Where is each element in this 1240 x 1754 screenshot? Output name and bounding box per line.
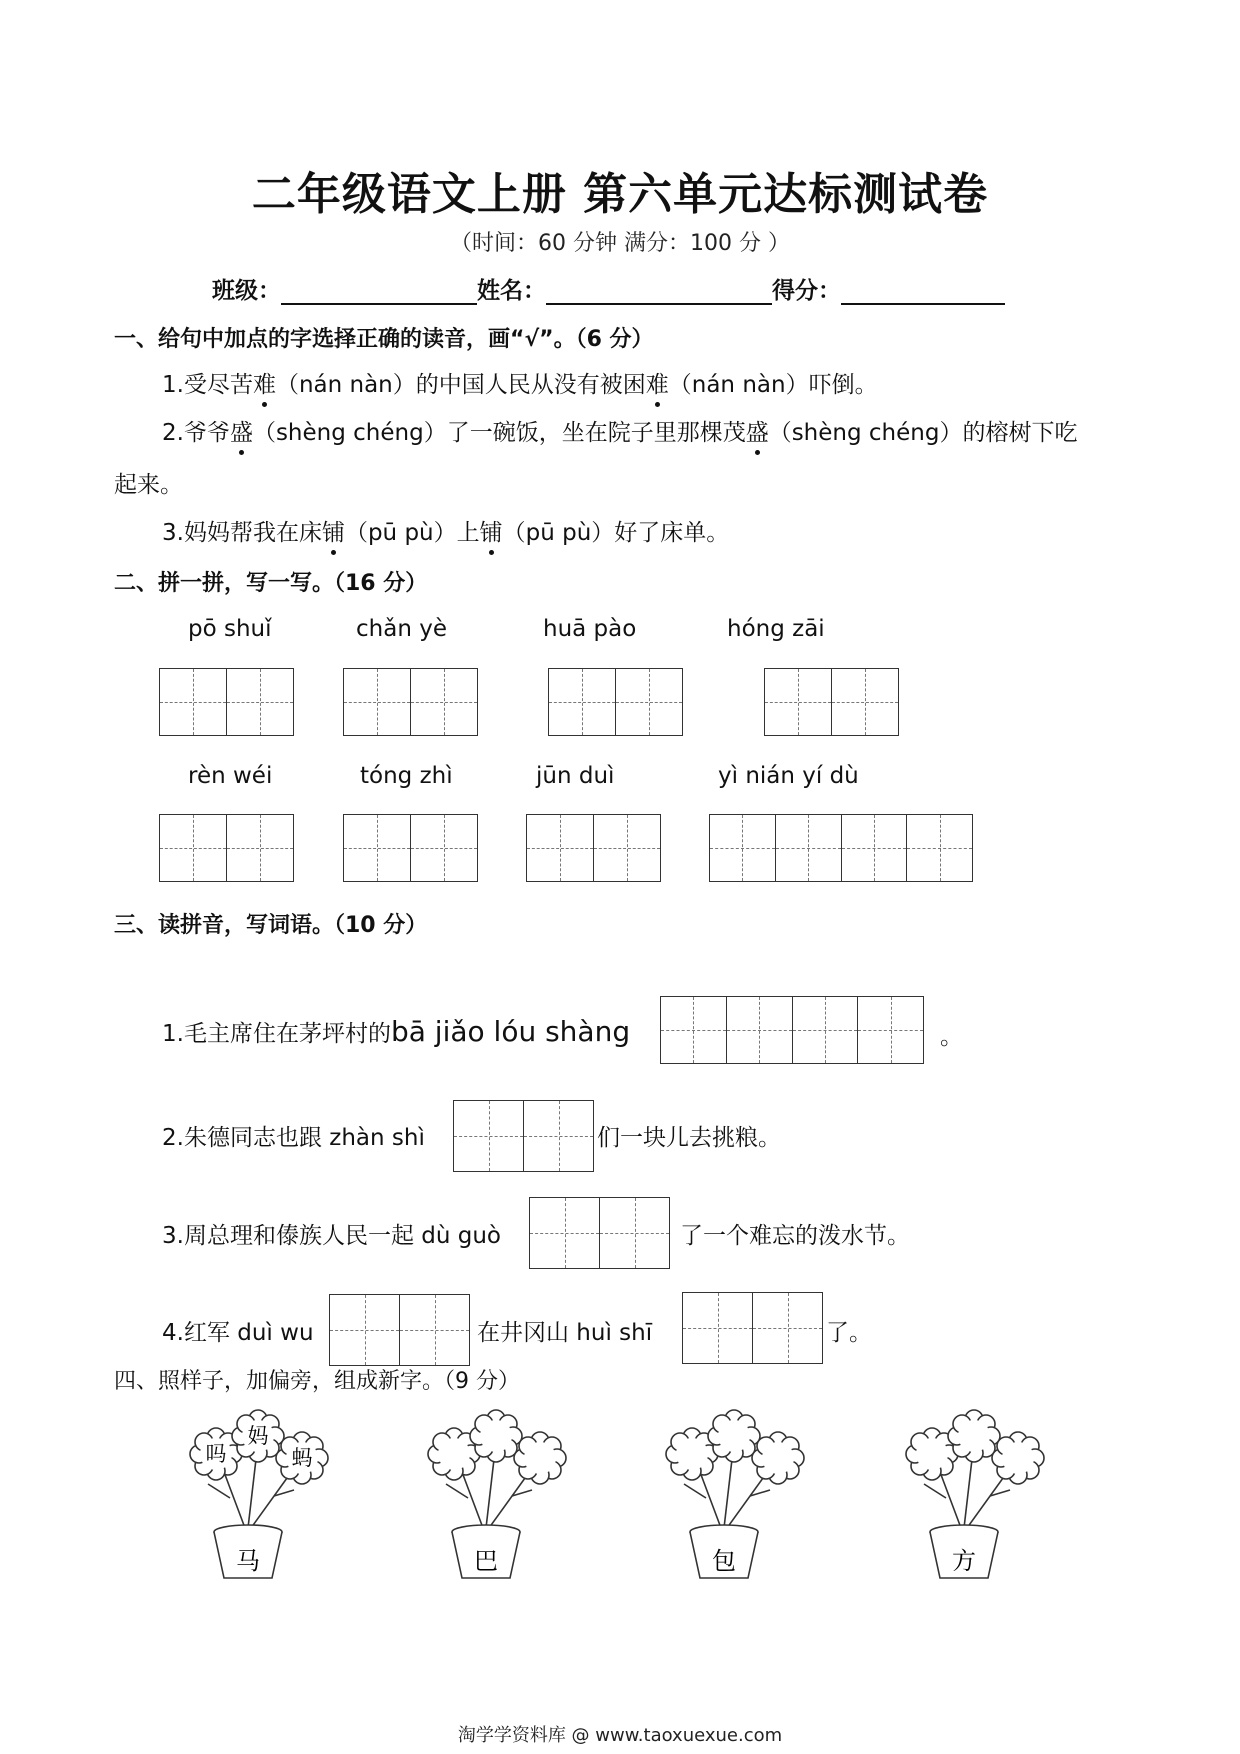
name-field[interactable] [546, 275, 772, 305]
dotted-char: 难 [646, 366, 669, 399]
example-word: 吗 [205, 1442, 227, 1466]
writing-grid[interactable] [709, 814, 973, 882]
section3-question4: 4.红军 duì wu [162, 1320, 314, 1346]
writing-grid[interactable] [453, 1100, 594, 1172]
sentence-end: 们一块儿去挑粮。 [597, 1125, 781, 1151]
section2-heading: 二、拼一拼，写一写。（16 分） [114, 571, 428, 596]
writing-grid[interactable] [660, 996, 924, 1064]
example-word: 蚂 [291, 1446, 313, 1470]
student-info-row [212, 272, 1005, 305]
flower-pot[interactable] [666, 1410, 804, 1578]
writing-grid[interactable] [526, 814, 661, 882]
dotted-char: 盛 [230, 414, 253, 447]
flower-pot[interactable] [428, 1410, 566, 1578]
example-word: 妈 [247, 1424, 269, 1448]
score-field[interactable] [841, 275, 1005, 305]
pinyin-label: chǎn yè [356, 616, 447, 642]
section1-question1: 1.受尽苦难（nán nàn）的中国人民从没有被困难（nán nàn）吓倒。 [162, 366, 878, 399]
section3-question1: 1.毛主席住在茅坪村的bā jiǎo lóu shàng [162, 1015, 631, 1048]
pot-radical: 马 [236, 1547, 260, 1575]
writing-grid[interactable] [529, 1197, 670, 1269]
dotted-char: 盛 [746, 414, 769, 447]
pinyin-label: yì nián yí dù [718, 763, 859, 789]
page-title: 二年级语文上册 第六单元达标测试卷 [251, 169, 989, 220]
class-label: 班级： [212, 278, 281, 304]
flower-pot[interactable] [906, 1410, 1044, 1578]
dotted-char: 难 [253, 366, 276, 399]
section4-heading: 四、照样子，加偏旁，组成新字。（9 分） [114, 1369, 520, 1394]
sentence-end: 了。 [826, 1320, 872, 1346]
sentence-end: 。 [940, 1024, 963, 1050]
writing-grid[interactable] [159, 668, 294, 736]
section1-heading: 一、给句中加点的字选择正确的读音，画“√”。（6 分） [114, 327, 654, 352]
writing-grid[interactable] [682, 1292, 823, 1364]
flower-pot-example [190, 1410, 328, 1578]
section1-question3: 3.妈妈帮我在床铺（pū pù）上铺（pū pù）好了床单。 [162, 514, 729, 547]
pinyin-label: huā pào [543, 616, 637, 642]
pinyin-label: hóng zāi [727, 616, 825, 642]
writing-grid[interactable] [548, 668, 683, 736]
class-field[interactable] [281, 275, 477, 305]
pinyin-label: jūn duì [536, 763, 615, 789]
section1-question2-continued: 起来。 [114, 472, 183, 498]
score-label: 得分： [772, 278, 841, 304]
section3-heading: 三、读拼音，写词语。（10 分） [114, 913, 428, 938]
dotted-char: 铺 [480, 514, 503, 547]
name-label: 姓名： [477, 278, 546, 304]
writing-grid[interactable] [343, 668, 478, 736]
flower-pots-illustration [0, 1400, 1240, 1580]
writing-grid[interactable] [343, 814, 478, 882]
writing-grid[interactable] [159, 814, 294, 882]
pot-radical: 方 [952, 1547, 976, 1575]
pinyin-prompt: bā jiǎo lóu shàng [390, 1015, 631, 1048]
sentence-end: 了一个难忘的泼水节。 [680, 1223, 910, 1249]
dotted-char: 铺 [322, 514, 345, 547]
section1-question2: 2.爷爷盛（shèng chéng）了一碗饭，坐在院子里那棵茂盛（shèng chéng）的榕树下吃 [162, 414, 1077, 447]
footer-watermark: 淘学学资料库 @ www.taoxuexue.com [457, 1725, 783, 1746]
section3-question3: 3.周总理和傣族人民一起 dù guò [162, 1223, 501, 1249]
section3-question2: 2.朱德同志也跟 zhàn shì [162, 1125, 425, 1151]
pinyin-label: rèn wéi [188, 763, 273, 789]
pot-radical: 巴 [474, 1547, 498, 1575]
pinyin-label: tóng zhì [360, 763, 453, 789]
section3-question4-middle: 在井冈山 huì shī [477, 1320, 653, 1346]
pot-radical: 包 [712, 1547, 736, 1575]
exam-subtitle: （时间：60 分钟 满分：100 分 ） [450, 231, 790, 256]
writing-grid[interactable] [764, 668, 899, 736]
pinyin-label: pō shuǐ [188, 616, 272, 642]
writing-grid[interactable] [329, 1294, 470, 1366]
